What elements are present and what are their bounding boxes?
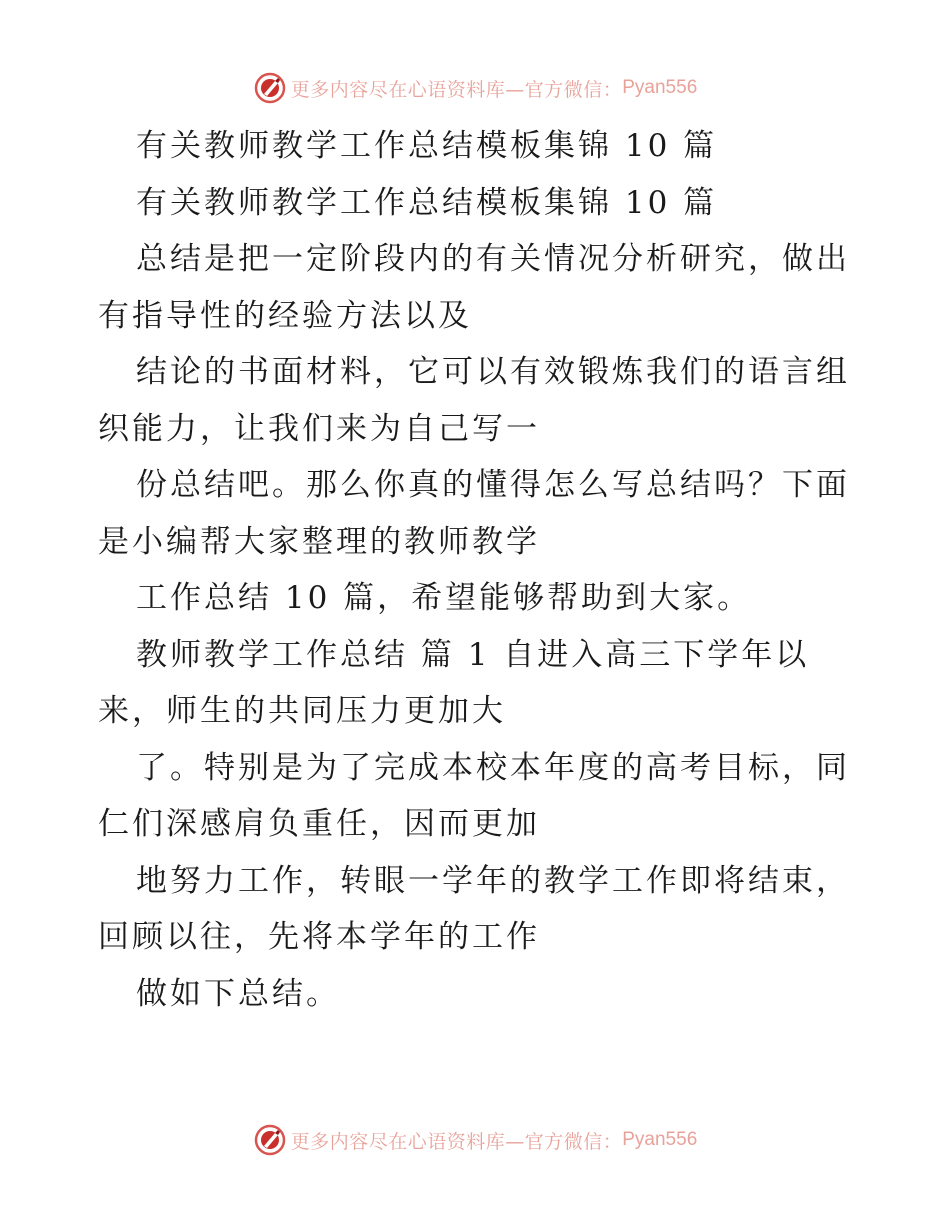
text-line: 总结是把一定阶段内的有关情况分析研究，做出	[136, 241, 850, 277]
text-line: 仁们深感肩负重任，因而更加	[98, 806, 540, 842]
text-line: 地努力工作，转眼一学年的教学工作即将结束，	[136, 862, 850, 899]
text-line: 回顾以往，先将本学年的工作	[98, 919, 540, 955]
text-line: 结论的书面材料，它可以有效锻炼我们的语言组	[136, 354, 850, 390]
pen-seal-logo-icon	[253, 1123, 287, 1157]
text-line: 了。特别是为了完成本校本年度的高考目标，同	[136, 749, 850, 786]
watermark-wechat-id: Pyan556	[622, 77, 698, 98]
text-line: 有关教师教学工作总结模板集锦 10 篇	[136, 128, 718, 164]
text-line: 织能力，让我们来为自己写一	[98, 410, 540, 447]
pen-seal-logo-icon	[253, 71, 287, 105]
watermark-wechat-id: Pyan556	[622, 1129, 698, 1150]
header-watermark	[0, 68, 950, 108]
document-body	[98, 118, 854, 1022]
text-line: 有指导性的经验方法以及	[98, 297, 472, 334]
watermark-text: 更多内容尽在心语资料库—官方微信：	[290, 1130, 623, 1153]
text-line: 教师教学工作总结 篇 1 自进入高三下学年以	[136, 636, 810, 673]
text-line: 有关教师教学工作总结模板集锦 10 篇	[136, 184, 718, 221]
footer-watermark	[0, 1120, 950, 1160]
text-line: 是小编帮大家整理的教师教学	[98, 523, 540, 560]
text-line: 份总结吧。那么你真的懂得怎么写总结吗？下面	[136, 467, 850, 503]
text-line: 工作总结 10 篇，希望能够帮助到大家。	[136, 580, 752, 616]
text-line: 做如下总结。	[136, 975, 340, 1012]
text-line: 来，师生的共同压力更加大	[98, 693, 506, 729]
watermark-text: 更多内容尽在心语资料库—官方微信：	[290, 78, 623, 101]
